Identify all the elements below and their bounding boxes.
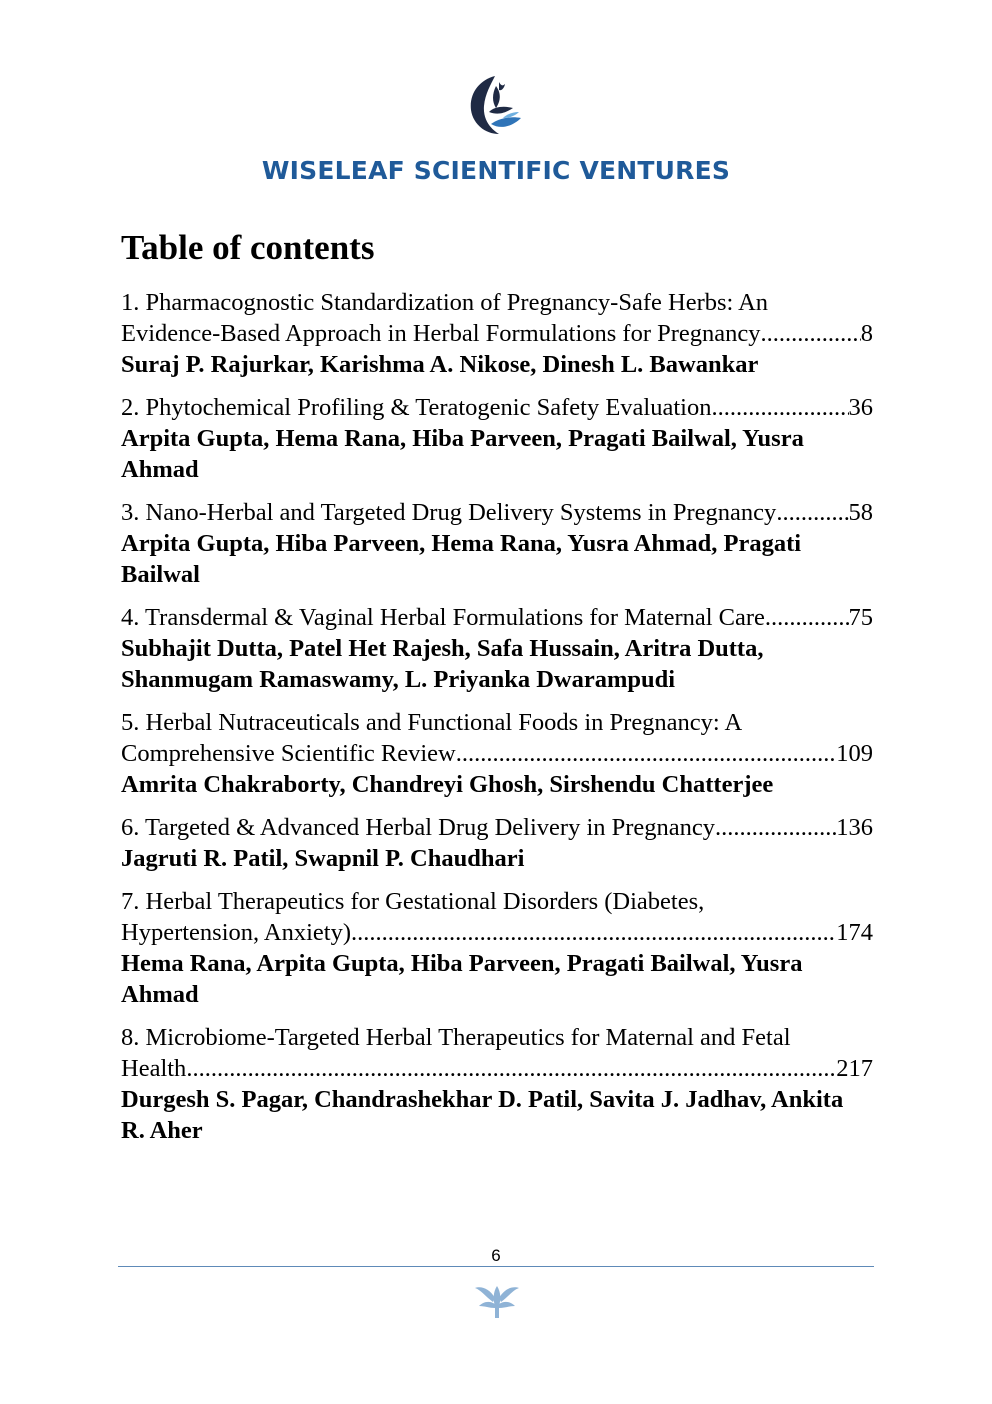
toc-entry[interactable] (121, 392, 873, 485)
toc-entry-page: 109 (836, 740, 873, 767)
toc-entry[interactable] (121, 886, 873, 1010)
toc-entry-title-text: 2. Phytochemical Profiling & Teratogenic Safety Evaluation (121, 394, 712, 421)
publisher-name: WISELEAF SCIENTIFIC VENTURES (261, 156, 731, 185)
toc-entry-title-line: 7. Herbal Therapeutics for Gestational Disorders (Diabetes, (121, 888, 705, 915)
leader-dots (765, 602, 849, 633)
toc-entry-title-line: 8. Microbiome-Targeted Herbal Therapeutics for Maternal and Fetal (121, 1024, 791, 1051)
toc-entry-authors: Suraj P. Rajurkar, Karishma A. Nikose, Dinesh L. Bawankar (121, 351, 759, 378)
toc-entry-title-line (121, 738, 873, 769)
leader-dots (351, 917, 836, 948)
leader-dots (711, 392, 848, 423)
toc-entry-authors: Arpita Gupta, Hema Rana, Hiba Parveen, Pragati Bailwal, Yusra Ahmad (121, 425, 804, 483)
toc-entry[interactable] (121, 812, 873, 874)
toc-entry[interactable] (121, 497, 873, 590)
toc-entry-authors: Arpita Gupta, Hiba Parveen, Hema Rana, Yusra Ahmad, Pragati Bailwal (121, 530, 802, 588)
toc-entry-page: 8 (860, 320, 873, 347)
toc-entry-authors: Hema Rana, Arpita Gupta, Hiba Parveen, Pragati Bailwal, Yusra Ahmad (121, 950, 803, 1008)
toc-entry-authors: Subhajit Dutta, Patel Het Rajesh, Safa Hussain, Aritra Dutta, Shanmugam Ramaswamy, L. Priyanka Dwarampudi (121, 635, 764, 693)
toc-entry-page: 136 (836, 814, 873, 841)
leader-dots (456, 738, 837, 769)
toc-entry[interactable] (121, 1022, 873, 1146)
toc-entry-title-line: 5. Herbal Nutraceuticals and Functional Foods in Pregnancy: A (121, 709, 743, 736)
toc-entry-title-text: Hypertension, Anxiety) (121, 919, 351, 946)
leader-dots (186, 1053, 836, 1084)
leader-dots (715, 812, 836, 843)
toc-entry-authors: Amrita Chakraborty, Chandreyi Ghosh, Sirshendu Chatterjee (121, 771, 774, 798)
toc-entry[interactable] (121, 707, 873, 800)
toc-list (121, 287, 873, 1158)
toc-entry-authors: Durgesh S. Pagar, Chandrashekhar D. Patil, Savita J. Jadhav, Ankita R. Aher (121, 1086, 844, 1144)
toc-entry-title-line: 1. Pharmacognostic Standardization of Pregnancy-Safe Herbs: An (121, 289, 769, 316)
toc-entry[interactable] (121, 287, 873, 380)
toc-entry-title-text: 3. Nano-Herbal and Targeted Drug Delivery Systems in Pregnancy (121, 499, 777, 526)
toc-entry-title-line (121, 497, 873, 528)
footer-divider (118, 1266, 874, 1267)
page-title: Table of contents (121, 228, 375, 267)
toc-entry-title-text: 6. Targeted & Advanced Herbal Drug Delivery in Pregnancy (121, 814, 716, 841)
toc-entry-authors: Jagruti R. Patil, Swapnil P. Chaudhari (121, 845, 525, 872)
leader-dots (776, 497, 848, 528)
toc-entry-title-line (121, 917, 873, 948)
toc-entry-title-line (121, 1053, 873, 1084)
toc-entry-title-text: Health (121, 1055, 187, 1082)
toc-entry-title-line (121, 318, 873, 349)
leaf-ornament-icon (475, 1278, 519, 1320)
wiseleaf-logo-icon (465, 72, 527, 138)
toc-entry-title-line (121, 392, 873, 423)
toc-entry-page: 75 (848, 604, 873, 631)
toc-entry-page: 58 (848, 499, 873, 526)
page-number: 6 (491, 1246, 501, 1265)
toc-entry-page: 36 (848, 394, 873, 421)
leader-dots (761, 318, 861, 349)
toc-entry-title-text: Comprehensive Scientific Review (121, 740, 456, 767)
toc-entry-title-line (121, 812, 873, 843)
toc-entry[interactable] (121, 602, 873, 695)
toc-entry-title-text: 4. Transdermal & Vaginal Herbal Formulations for Maternal Care (121, 604, 765, 631)
toc-entry-title-line (121, 602, 873, 633)
toc-entry-page: 217 (836, 1055, 873, 1082)
toc-entry-title-text: Evidence-Based Approach in Herbal Formulations for Pregnancy (121, 320, 761, 347)
toc-entry-page: 174 (836, 919, 873, 946)
